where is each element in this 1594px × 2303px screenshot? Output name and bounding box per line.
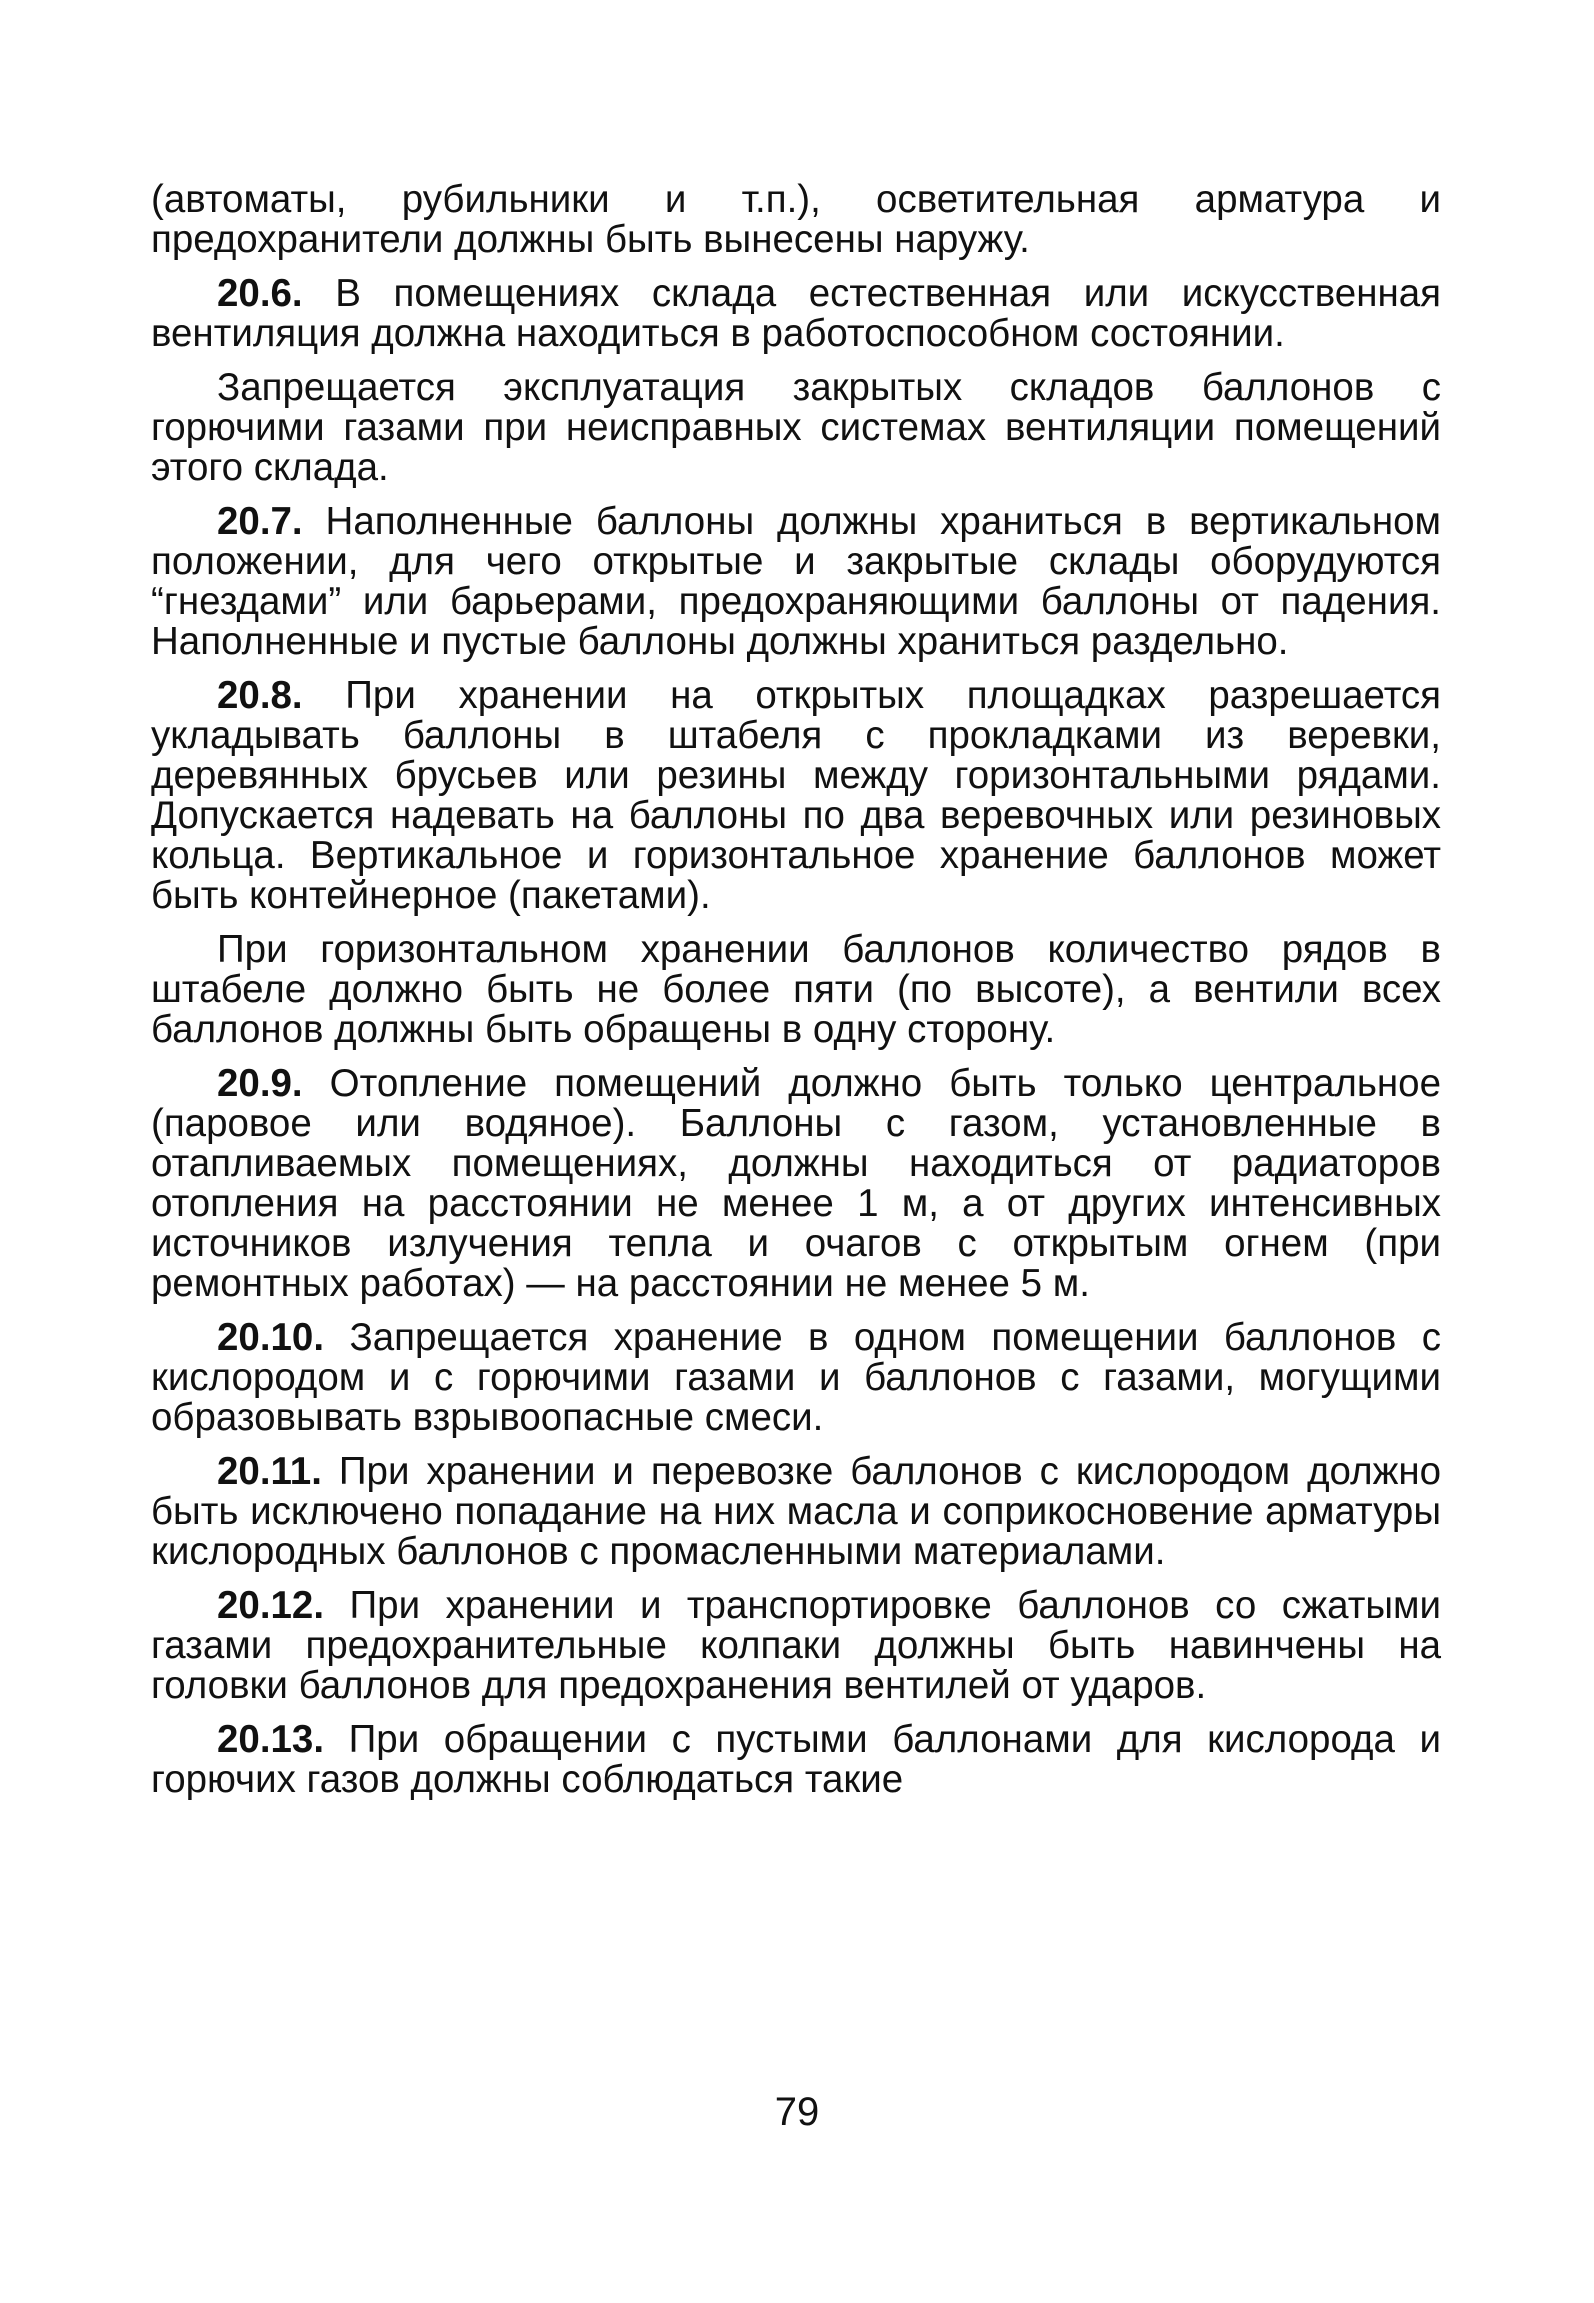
paragraph-horizontal-storage bbox=[151, 930, 1441, 1050]
paragraph-ventilation-ban bbox=[151, 368, 1441, 488]
paragraph-text: Запрещается эксплуатация закрытых складов баллонов с горючими газами при неисправных системах вентиляции помещений этого склада. bbox=[151, 366, 1441, 489]
paragraph-text: При хранении и перевозке баллонов с кислородом должно быть исключено попадание на них масла и соприкосновение арматуры кислородных баллонов с промасленными материалами. bbox=[151, 1450, 1441, 1573]
paragraph-text: Запрещается хранение в одном помещении баллонов с кислородом и с горючими газами и баллонов с газами, могущими образовывать взрывоопасные смеси. bbox=[151, 1316, 1441, 1439]
section-20-10 bbox=[151, 1318, 1441, 1438]
paragraph-text: (автоматы, рубильники и т.п.), осветительная арматура и предохранители должны быть вынесены наружу. bbox=[151, 178, 1441, 261]
paragraph-text: Отопление помещений должно быть только центральное (паровое или водяное). Баллоны с газом, установленные в отапливаемых помещениях, должны находиться от радиаторов отопления на расстоянии не менее 1 м, а от других интенсивных источников излучения тепла и очагов с открытым огнем (при ремонтных работах) — на расстоянии не менее 5 м. bbox=[151, 1062, 1441, 1305]
paragraph-text: При хранении и транспортировке баллонов со сжатыми газами предохранительные колпаки должны быть навинчены на головки баллонов для предохранения вентилей от ударов. bbox=[151, 1584, 1441, 1707]
section-number: 20.8. bbox=[217, 674, 303, 717]
section-20-8 bbox=[151, 676, 1441, 916]
section-number: 20.13. bbox=[217, 1718, 325, 1761]
section-number: 20.7. bbox=[217, 500, 303, 543]
paragraph-continuation bbox=[151, 180, 1441, 260]
paragraph-text: Наполненные баллоны должны храниться в вертикальном положении, для чего открытые и закрытые склады оборудуются “гнездами” или барьерами, предохраняющими баллоны от падения. Наполненные и пустые баллоны должны храниться раздельно. bbox=[151, 500, 1441, 663]
paragraph-text: При горизонтальном хранении баллонов количество рядов в штабеле должно быть не более пяти (по высоте), а вентили всех баллонов должны быть обращены в одну сторону. bbox=[151, 928, 1441, 1051]
section-20-12 bbox=[151, 1586, 1441, 1706]
paragraph-text: При обращении с пустыми баллонами для кислорода и горючих газов должны соблюдаться такие bbox=[151, 1718, 1441, 1801]
section-20-9 bbox=[151, 1064, 1441, 1304]
section-number: 20.10. bbox=[217, 1316, 325, 1359]
paragraph-text: При хранении на открытых площадках разрешается укладывать баллоны в штабеля с прокладками из веревки, деревянных брусьев или резины между горизонтальными рядами. Допускается надевать на баллоны по два веревочных или резиновых кольца. Вертикальное и горизонтальное хранение баллонов может быть контейнерное (пакетами). bbox=[151, 674, 1441, 917]
page-body bbox=[151, 180, 1441, 1800]
section-20-11 bbox=[151, 1452, 1441, 1572]
section-number: 20.9. bbox=[217, 1062, 303, 1105]
section-20-7 bbox=[151, 502, 1441, 662]
paragraph-text: В помещениях склада естественная или искусственная вентиляция должна находиться в работоспособном состоянии. bbox=[151, 272, 1441, 355]
section-number: 20.12. bbox=[217, 1584, 325, 1627]
section-20-6 bbox=[151, 274, 1441, 354]
section-20-13 bbox=[151, 1720, 1441, 1800]
page-number: 79 bbox=[774, 2090, 820, 2134]
section-number: 20.11. bbox=[217, 1450, 322, 1493]
section-number: 20.6. bbox=[217, 272, 303, 315]
